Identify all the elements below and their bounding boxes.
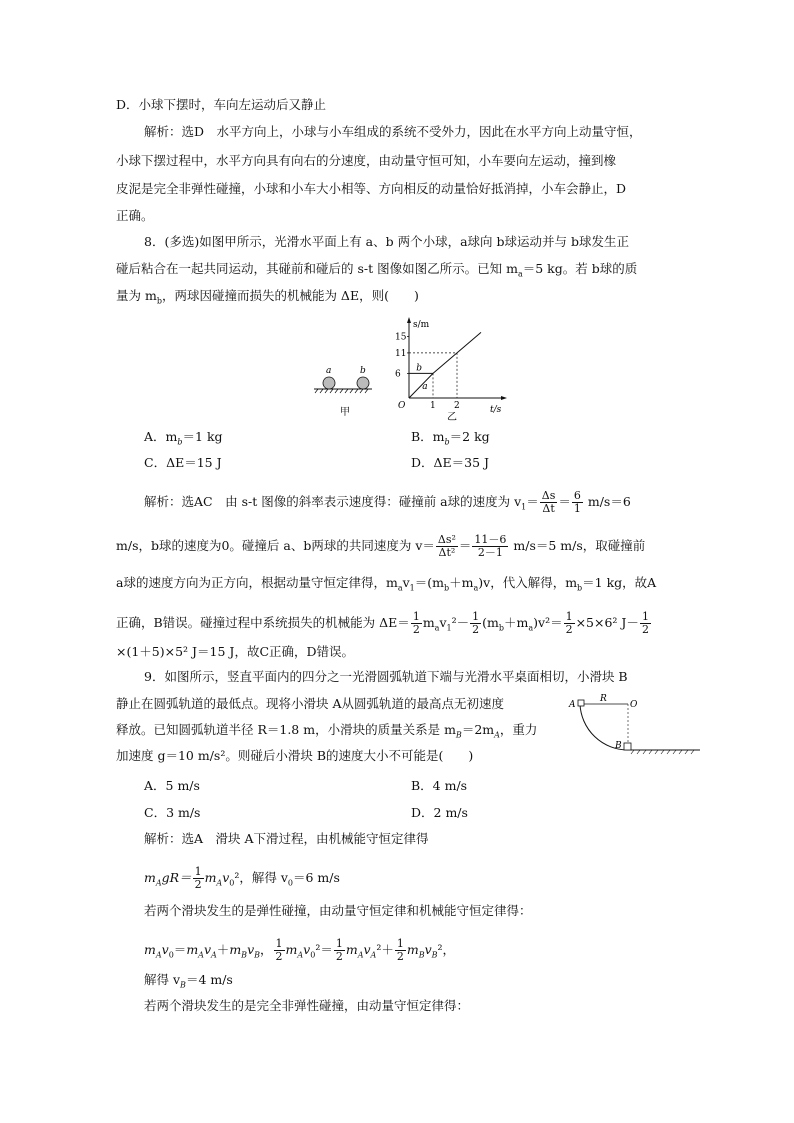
figure-jia-caption: 甲 [340,407,350,418]
analysis9-line2: $m_AgR=$ $\frac{1}{2}$ $m_Av_0^2$，解得 $v_0=6$ m/s [144,865,340,891]
label-b: B [615,741,622,751]
y-tick-11: 11 [395,348,407,359]
q8-option-b: B．$m_b=2$ kg [411,429,490,447]
analysis7-line2: 小球下摆过程中，水平方向具有向右的分速度，由动量守恒可知，小车要向左运动，撞到橡 [116,153,617,168]
analysis8-line5: ×(1＋5)×5² J＝15 J，故C正确，D错误。 [116,644,355,659]
q9-line2: 静止在圆弧轨道的最低点。现将小滑块 A从圆弧轨道的最高点无初速度 [116,696,505,711]
series-line-combined [433,332,481,373]
figure-q9 [566,690,704,756]
q9-line4: 加速度 g＝10 m/s²。则碰后小滑块 B的速度大小不可能是( ) [116,748,474,763]
q8-option-c: C．ΔE＝15 J [144,455,222,470]
series-label-a: a [422,381,428,392]
series-line-a [409,373,433,398]
ball-b-label: b [360,366,366,376]
q9-line3: 释放。已知圆弧轨道半径 R＝1.8 m，小滑块的质量关系是 $m_B=2m_A$，重力 [116,722,538,740]
analysis7-line1: 解析：选D 水平方向上，小球与小车组成的系统不受外力，因此在水平方向上动量守恒， [144,124,642,139]
q9-option-b: B．4 m/s [411,778,468,793]
x-tick-1: 1 [430,401,436,411]
q9-line1: 9．如图所示，竖直平面内的四分之一光滑圆弧轨道下端与光滑水平桌面相切，小滑块 B [144,669,628,684]
x-tick-2: 2 [454,401,460,411]
analysis9-line1: 解析：选A 滑块 A下滑过程，由机械能守恒定律得 [144,831,429,846]
analysis7-line3: 皮泥是完全非弹性碰撞，小球和小车大小相等、方向相反的动量恰好抵消掉，小车会静止，D [116,181,627,196]
label-a: A [569,700,576,710]
q9-option-a: A．5 m/s [144,778,200,793]
analysis9-line5: 解得 $v_B=4$ m/s [144,972,233,990]
analysis8-line4: 正确，B错误。碰撞过程中系统损失的机械能为 ΔE＝ $\frac{1}{2}$ $m_av_1^2-$ $\frac{1}{2}$ $(m_b+m_a)v^2=$ $\frac{1}{2}$ ×5×6² J－ $\frac{1}{2}$ [116,610,649,636]
block-a [578,700,584,706]
q9-option-d: D．2 m/s [411,805,468,820]
q8-option-a: A．$m_b=1$ kg [144,429,223,447]
y-tick-15: 15 [395,332,407,343]
analysis8-line1: 解析：选AC 由 s-t 图像的斜率表示速度得：碰撞前 a球的速度为 $v_1=$ $\frac{\Delta s}{\Delta t}$ ＝ $\frac{6}{1}$ m/s＝6 [144,489,631,515]
x-axis-label: t/s [490,405,502,415]
option-d-q7: D．小球下摆时，车向左运动后又静止 [116,97,327,112]
origin-label: O [398,401,406,411]
y-tick-6: 6 [395,369,401,380]
figure-yi-chart [392,316,512,422]
y-axis-arrow [407,317,411,323]
ball-b [357,377,369,389]
q8-line1: 8．(多选)如图甲所示，光滑水平面上有 a、b 两个小球，a球向 b球运动并与 b球发生正 [144,234,630,249]
ball-a [323,377,335,389]
q8-line3: 量为 $m_b$，两球因碰撞而损失的机械能为 ΔE，则( ) [116,288,419,306]
analysis8-line3: a球的速度方向为正方向，根据动量守恒定律得，$m_av_1=(m_b+m_a)v$，代入解得，$m_b=1$ kg，故A [116,575,657,593]
q8-line2: 碰后粘合在一起共同运动，其碰前和碰后的 s-t 图像如图乙所示。已知 $m_a=5$ kg。若 b球的质 [116,261,638,279]
label-o: O [630,700,638,710]
figure-yi-caption: 乙 [447,412,457,422]
ball-a-label: a [326,366,332,376]
series-label-b: b [416,363,422,374]
analysis7-line4: 正确。 [116,208,154,223]
q8-option-d: D．ΔE＝35 J [411,455,490,470]
analysis9-line3: 若两个滑块发生的是弹性碰撞，由动量守恒定律和机械能守恒定律得： [144,903,532,918]
x-axis-arrow [501,396,507,400]
q9-option-c: C．3 m/s [144,805,201,820]
figure-jia [310,360,380,420]
label-r: R [600,694,607,704]
analysis9-line4: $m_Av_0=m_Av_A+m_Bv_B$， $\frac{1}{2}$ $m_Av_0^2=$ $\frac{1}{2}$ $m_Av_A^2+$ $\frac{1}{2}$ $m_Bv_B^2$， [144,937,456,963]
analysis8-line2: m/s，b球的速度为0。碰撞后 a、b两球的共同速度为 v＝ $\frac{\text{Δs²}}{\text{Δt²}}$ ＝ $\frac{11-6}{2-1}$ m/s＝5 m/s，取碰撞前 [116,533,646,559]
y-axis-label: s/m [413,320,430,330]
block-b [624,743,631,750]
analysis9-line6: 若两个滑块发生的是完全非弹性碰撞，由动量守恒定律得： [144,998,470,1013]
